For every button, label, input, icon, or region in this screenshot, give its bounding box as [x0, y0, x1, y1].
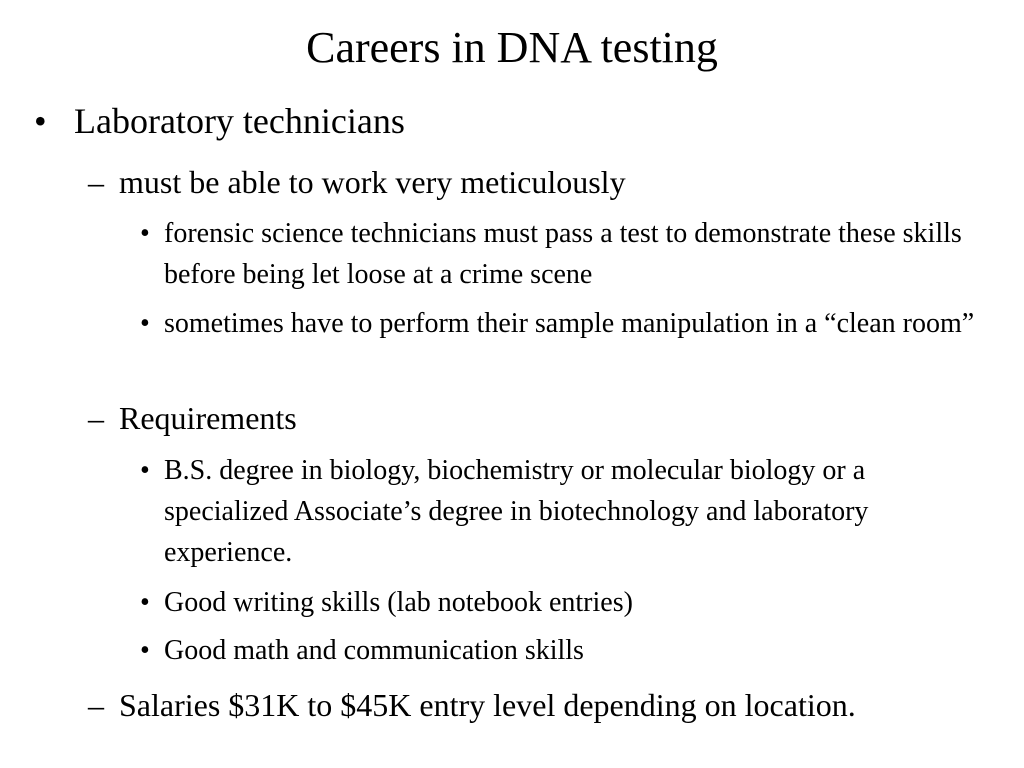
- bullet-item-level-3: [140, 303, 990, 344]
- bullet-dot-icon: •: [140, 308, 150, 339]
- bullet-text: Good math and communication skills: [164, 635, 584, 666]
- bullet-item-level-1: [34, 100, 994, 142]
- bullet-dot-icon: •: [34, 101, 47, 141]
- dash-icon: –: [88, 687, 104, 723]
- slide-title: Careers in DNA testing: [306, 23, 718, 72]
- bullet-item-level-3: [140, 630, 990, 671]
- bullet-dot-icon: •: [140, 635, 150, 666]
- bullet-text: must be able to work very meticulously: [119, 164, 626, 200]
- bullet-item-level-3: [140, 450, 990, 573]
- dash-icon: –: [88, 400, 104, 436]
- bullet-dot-icon: •: [140, 218, 150, 249]
- bullet-dot-icon: •: [140, 455, 150, 486]
- bullet-text: sometimes have to perform their sample manipulation in a “clean room”: [164, 308, 975, 339]
- bullet-text: Salaries $31K to $45K entry level depending on location.: [119, 687, 856, 723]
- bullet-text: Laboratory technicians: [74, 101, 405, 141]
- bullet-text: Requirements: [119, 400, 297, 436]
- bullet-text: Good writing skills (lab notebook entries): [164, 587, 633, 618]
- bullet-item-level-2: [88, 683, 988, 727]
- bullet-text: B.S. degree in biology, biochemistry or molecular biology or a specialized Associate’s degree in biotechnology and laboratory experience.: [164, 455, 869, 568]
- bullet-item-level-3: [140, 582, 990, 623]
- bullet-item-level-2: [88, 396, 988, 440]
- bullet-dot-icon: •: [140, 587, 150, 618]
- bullet-text: forensic science technicians must pass a test to demonstrate these skills before being let loose at a crime scene: [164, 218, 962, 290]
- dash-icon: –: [88, 164, 104, 200]
- bullet-item-level-2: [88, 160, 988, 204]
- bullet-item-level-3: [140, 213, 990, 295]
